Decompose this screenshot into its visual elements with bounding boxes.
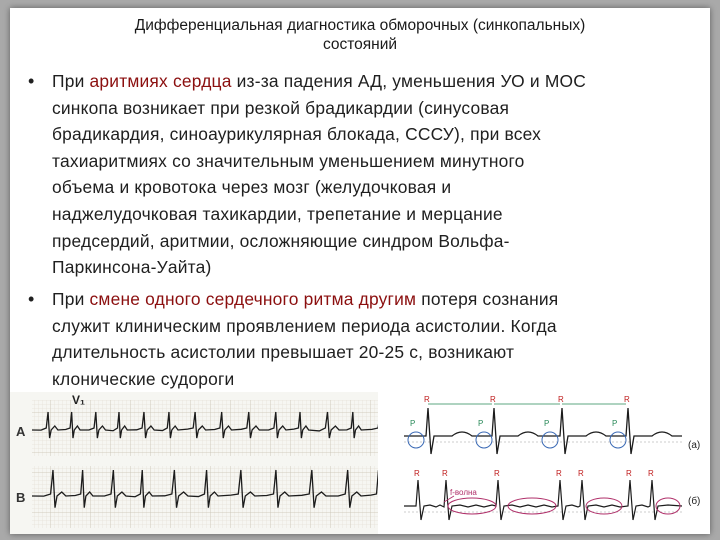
r-label: R	[648, 469, 654, 478]
bullet-line: клонические судороги	[52, 368, 235, 389]
r-label: R	[494, 469, 500, 478]
slide	[10, 8, 710, 534]
ecg-left-svg	[10, 392, 378, 534]
bullet-marker: •	[28, 289, 35, 309]
slide-title	[10, 16, 710, 54]
p-label: P	[478, 419, 484, 428]
p-wave-circle	[610, 432, 626, 448]
r-label: R	[578, 469, 584, 478]
highlighted-text: смене одного сердечного ритма другим	[89, 289, 417, 309]
r-label: R	[558, 395, 564, 404]
ecg-image-left	[10, 392, 378, 534]
bullet-line: тахиаритмиях со значительным уменьшением минутного	[52, 150, 525, 171]
p-label: P	[612, 419, 618, 428]
bullet-text	[52, 68, 704, 281]
bullet-line: брадикардия, синоаурикулярная блокада, СССУ), при всех	[52, 124, 542, 145]
bullet-line: При аритмиях сердца из-за падения АД, уменьшения УО и МОС	[52, 71, 587, 91]
ecg-image-right	[382, 384, 710, 534]
r-label: R	[442, 469, 448, 478]
bullet-1	[28, 68, 704, 281]
strip-b-label: B	[16, 490, 26, 505]
p-wave-circle	[542, 432, 558, 448]
p-label: P	[544, 419, 550, 428]
bullet-line: При смене одного сердечного ритма другим потеря сознания	[52, 289, 559, 309]
bullet-line: длительность асистолии превышает 20-25 с, возникают	[52, 342, 515, 363]
r-label: R	[424, 395, 430, 404]
lead-label: V₁	[72, 393, 85, 407]
strip-a-label: A	[16, 424, 26, 439]
bullet-line: объема и кровотока через мозг (желудочковая и	[52, 177, 452, 198]
p-wave-circle	[408, 432, 424, 448]
r-label: R	[556, 469, 562, 478]
r-label: R	[626, 469, 632, 478]
r-label: R	[490, 395, 496, 404]
ecg-right-svg	[382, 384, 710, 534]
strip-a-label: (а)	[688, 440, 701, 451]
f-wave-label: f-волна	[450, 488, 477, 497]
bullet-2	[28, 286, 704, 392]
r-label: R	[414, 469, 420, 478]
p-label: P	[410, 419, 416, 428]
p-wave-circle	[476, 432, 492, 448]
bullet-text	[52, 286, 704, 392]
bullet-line: служит клиническим проявлением периода асистолии. Когда	[52, 315, 557, 336]
highlighted-text: аритмиях сердца	[89, 71, 232, 91]
ecg-strip-b	[404, 469, 700, 520]
ecg-strip-a	[404, 395, 700, 454]
r-label: R	[624, 395, 630, 404]
bullet-line: Паркинсона-Уайта)	[52, 257, 212, 278]
title-line: Дифференциальная диагностика обморочных (синкопальных)	[134, 17, 586, 34]
bullet-marker: •	[28, 71, 35, 91]
bullet-line: наджелудочковая тахикардии, трепетание и мерцание	[52, 203, 503, 224]
strip-b-label: (б)	[688, 496, 701, 507]
title-line: состояний	[322, 36, 398, 53]
bullet-line: предсердий, аритмии, осложняющие синдром Вольфа-	[52, 230, 510, 251]
bullet-line: синкопа возникает при резкой брадикардии (синусовая	[52, 97, 510, 118]
